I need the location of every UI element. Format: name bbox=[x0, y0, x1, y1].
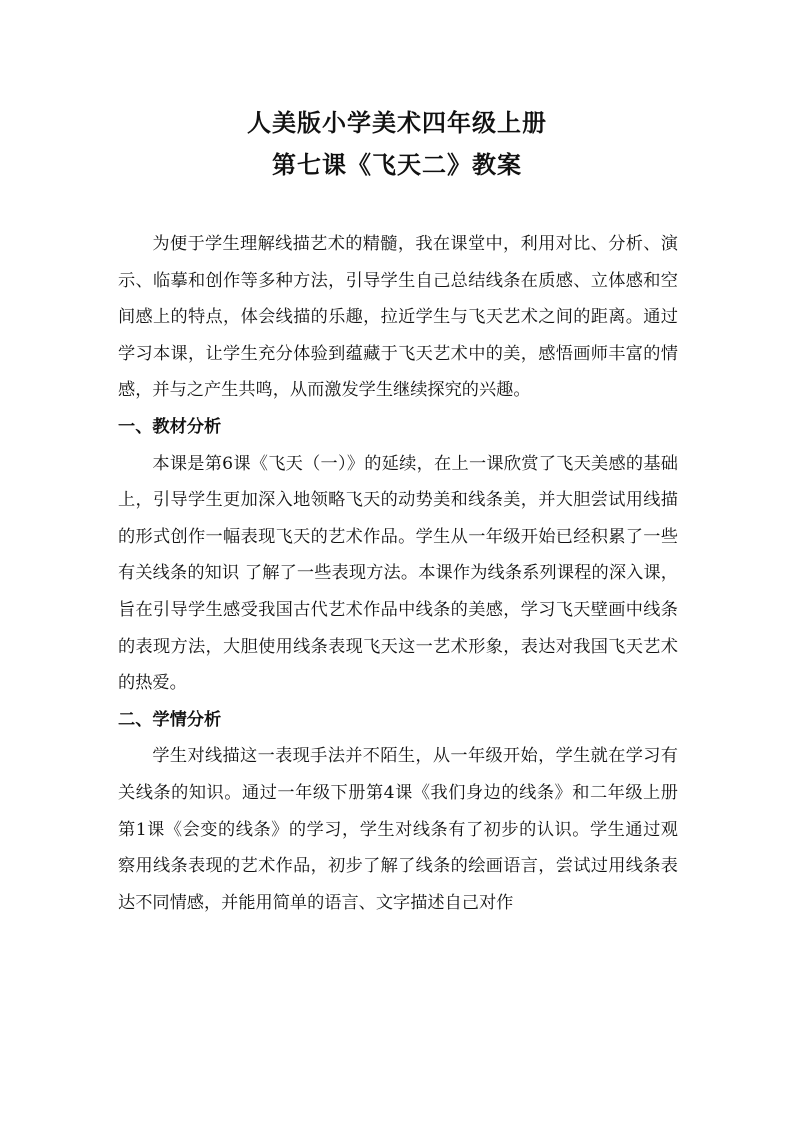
materials-paragraph: 本课是第6课《飞天（一）》的延续，在上一课欣赏了飞天美感的基础上，引导学生更加深入地领略飞天的动势美和线条美，并大胆尝试用线描的形式创作一幅表现飞天的艺术作品。学生从一年级开始已经积累了一些有关线条的知识 了解了一些表现方法。本课作为线条系列课程的深入课，旨在引导学生感受我国古代艺术作品中线条的美感，学习飞天壁画中线条的表现方法，大胆使用线条表现飞天这一艺术形象，表达对我国飞天艺术的热爱。 bbox=[118, 453, 678, 694]
section-heading-materials: 一、教材分析 bbox=[118, 416, 222, 437]
section-heading-students: 二、学情分析 bbox=[118, 709, 222, 730]
document-body bbox=[118, 226, 678, 921]
students-paragraph: 学生对线描这一表现手法并不陌生，从一年级开始，学生就在学习有关线条的知识。通过一年级下册第4课《我们身边的线条》和二年级上册第1课《会变的线条》的学习，学生对线条有了初步的认识。学生通过观察用线条表现的艺术作品，初步了解了线条的绘画语言，尝试过用线条表达不同情感，并能用简单的语言、文字描述自己对作 bbox=[118, 746, 678, 913]
document-title-line2: 第七课《飞天二》教案 bbox=[272, 150, 522, 179]
intro-paragraph: 为便于学生理解线描艺术的精髓，我在课堂中，利用对比、分析、演示、临摹和创作等多种方法，引导学生自己总结线条在质感、立体感和空间感上的特点，体会线描的乐趣，拉近学生与飞天艺术之间的距离。通过学习本课，让学生充分体验到蕴藏于飞天艺术中的美，感悟画师丰富的情感，并与之产生共鸣，从而激发学生继续探究的兴趣。 bbox=[118, 234, 678, 401]
document-title-line1: 人美版小学美术四年级上册 bbox=[247, 108, 547, 137]
